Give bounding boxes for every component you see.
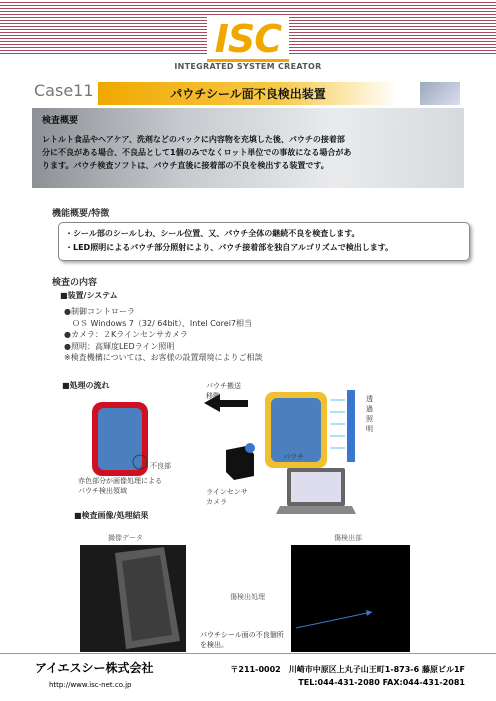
- feature-item: ・シール部のシールしわ、シール位置、又、パウチ全体の継続不良を検査します。: [65, 229, 360, 238]
- system-line: ●照明：高輝度LEDライン照明: [64, 341, 175, 351]
- defect-label: 不良部: [150, 462, 171, 470]
- overview-line: レトルト食品やヘアケア、洗剤などのパックに内容物を充填した後、パウチの接着部: [42, 135, 345, 144]
- case-title: パウチシール面不良検出装置: [170, 87, 326, 101]
- capture-label: 撮像データ: [108, 534, 143, 542]
- company-name: アイエスシー株式会社: [35, 661, 154, 675]
- system-line: ※検査機構については、お客様の設置環境によりご相談: [64, 353, 263, 362]
- overview-heading: 検査概要: [42, 116, 79, 126]
- camera-label: ラインセンサ: [206, 488, 248, 496]
- transport-label: 移動: [206, 392, 220, 400]
- transport-label: パウチ搬送: [206, 382, 241, 390]
- flow-heading: ■処理の流れ: [62, 381, 110, 390]
- result-note: を検出。: [200, 641, 228, 649]
- feature-item: ・LED照明によるパウチ部分照射により、パウチ接着部を独自アルゴリズムで検出します。: [65, 243, 394, 252]
- system-heading: ■装置/システム: [60, 291, 118, 300]
- company-phone: TEL:044-431-2080 FAX:044-431-2081: [298, 678, 465, 687]
- case-number: Case11: [34, 81, 94, 100]
- inspection-heading: 検査の内容: [52, 278, 98, 288]
- overview-line: 分に不良がある場合、不良品として1個のみでなくロット単位での事故になる場合があ: [42, 148, 352, 157]
- light-label: 透 過 照 明: [366, 395, 373, 433]
- system-line: ●カメラ：２Kラインセンサカメラ: [64, 330, 188, 339]
- tagline: INTEGRATED SYSTEM CREATOR: [174, 62, 322, 71]
- system-line: ●制御コントローラ: [64, 307, 135, 316]
- red-area-caption: パウチ検出領域: [78, 487, 127, 495]
- camera-label: カメラ: [206, 498, 227, 506]
- features-heading: 機能概要/特徴: [52, 209, 110, 219]
- footer-separator: [0, 653, 496, 654]
- system-line: ＯＳ Windows 7（32/ 64bit）、Intel Corei7相当: [64, 318, 253, 328]
- defect-detect-label: 傷検出部: [334, 534, 362, 542]
- overview-line: ります。パウチ検査ソフトは、パウチ直後に接着部の不良を検出する装置です。: [42, 161, 329, 170]
- red-area-caption: 赤色部分が画像処理による: [78, 477, 162, 485]
- company-url[interactable]: http://www.isc-net.co.jp: [49, 681, 132, 689]
- company-address: 〒211-0002 川崎市中原区上丸子山王町1-873-6 藤原ビル1F: [230, 665, 465, 674]
- company-logo: ISC: [207, 16, 289, 62]
- result-note: パウチシール面の不良個所: [200, 631, 284, 639]
- result-heading: ■検査画像/処理結果: [74, 511, 149, 520]
- pouch-label: パウチ: [283, 453, 304, 461]
- process-label: 傷検出処理: [230, 593, 265, 601]
